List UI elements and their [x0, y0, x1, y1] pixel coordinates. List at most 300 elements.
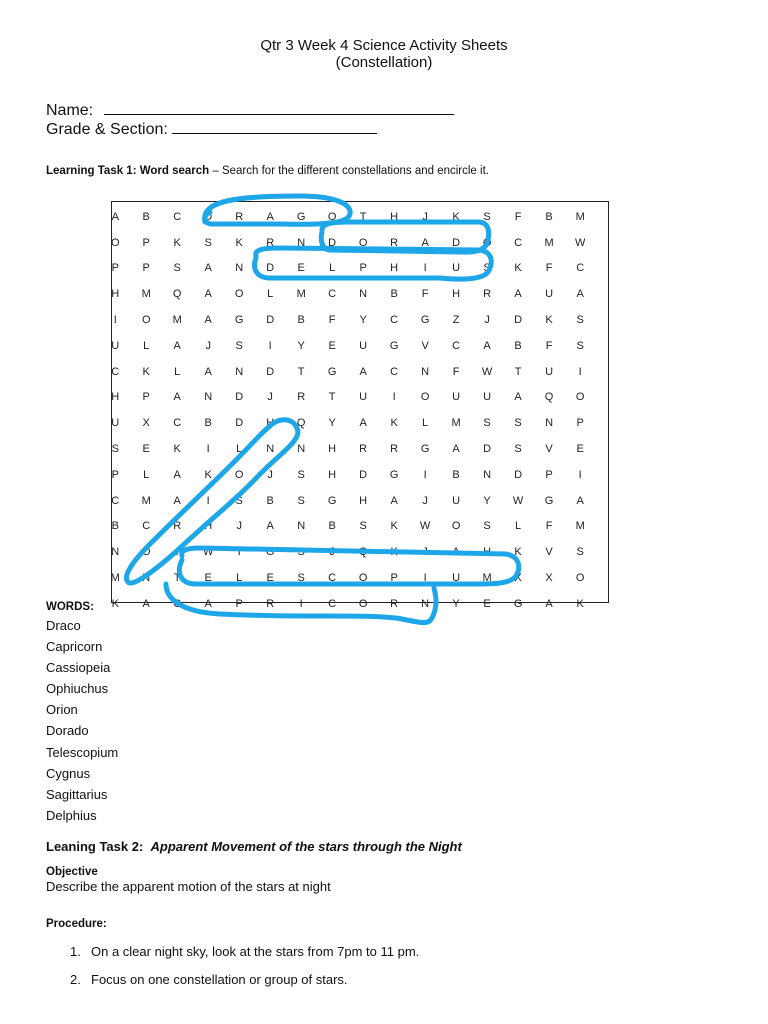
grade-section-blank[interactable]	[172, 119, 377, 134]
grid-cell: V	[545, 443, 554, 456]
grid-cell: N	[235, 365, 244, 378]
grid-cell: N	[421, 597, 430, 610]
grid-cell: S	[483, 262, 492, 275]
grid-cell: S	[235, 339, 244, 352]
grid-cell: H	[111, 288, 120, 301]
grid-cell: K	[545, 314, 554, 327]
grid-cell: I	[206, 494, 211, 507]
grid-cell: J	[422, 494, 429, 507]
grid-cell: Q	[358, 546, 368, 559]
grid-cell: U	[111, 339, 120, 352]
grid-cell: R	[390, 443, 399, 456]
grid-row	[100, 539, 596, 565]
procedure-heading: Procedure:	[46, 918, 107, 930]
grid-cell: U	[452, 391, 461, 404]
grid-row	[100, 514, 596, 540]
grid-cell: S	[576, 546, 585, 559]
grid-row	[100, 281, 596, 307]
grid-cell: O	[451, 520, 461, 533]
grid-cell: V	[421, 339, 430, 352]
word-item: Draco	[46, 618, 81, 633]
grid-cell: T	[328, 391, 337, 404]
task1-label: Learning Task 1: Word search	[46, 165, 210, 177]
grid-cell: T	[297, 365, 306, 378]
task1-instruction	[46, 165, 489, 177]
grid-row	[100, 436, 596, 462]
word-item: Sagittarius	[46, 786, 108, 802]
grid-cell: S	[576, 314, 585, 327]
grid-cell: N	[545, 417, 554, 430]
grid-cell: C	[111, 494, 120, 507]
grid-cell: X	[142, 417, 151, 430]
grid-cell: H	[483, 546, 492, 559]
grid-cell: J	[422, 546, 429, 559]
step-number: 1.	[70, 944, 81, 959]
grid-cell: A	[576, 494, 585, 507]
grade-section-label: Grade & Section:	[46, 121, 168, 138]
grid-cell: U	[359, 339, 368, 352]
grid-cell: K	[204, 468, 213, 481]
grid-cell: P	[235, 597, 244, 610]
grid-row	[100, 385, 596, 411]
grid-cell: H	[266, 417, 275, 430]
grid-cell: B	[514, 339, 523, 352]
grid-cell: H	[328, 443, 337, 456]
grid-cell: A	[173, 494, 182, 507]
grid-cell: E	[266, 572, 275, 585]
grid-cell: Y	[483, 494, 492, 507]
grid-cell: A	[204, 288, 213, 301]
grid-cell: G	[420, 443, 430, 456]
grid-cell: G	[234, 314, 244, 327]
name-blank[interactable]	[104, 100, 454, 115]
grid-cell: J	[267, 468, 274, 481]
grid-cell: F	[514, 210, 522, 223]
step-text: Focus on one constellation or group of stars.	[91, 972, 348, 987]
grid-cell: W	[419, 520, 431, 533]
grid-cell: H	[390, 210, 399, 223]
grid-cell: B	[545, 210, 554, 223]
grid-cell: G	[513, 597, 523, 610]
grid-cell: A	[545, 597, 554, 610]
grid-cell: K	[514, 546, 523, 559]
grid-cell: I	[113, 314, 118, 327]
grid-cell: U	[359, 391, 368, 404]
grid-row	[100, 488, 596, 514]
grid-cell: T	[235, 546, 244, 559]
grid-cell: U	[452, 494, 461, 507]
grid-cell: Y	[452, 597, 461, 610]
grid-cell: G	[327, 365, 337, 378]
page-title: Qtr 3 Week 4 Science Activity Sheets	[260, 37, 508, 54]
grid-cell: M	[141, 288, 152, 301]
grid-cell: O	[482, 236, 492, 249]
word-item: Cygnus	[46, 765, 91, 781]
grid-cell: O	[234, 468, 244, 481]
grid-cell: K	[514, 262, 523, 275]
grid-cell: P	[142, 236, 151, 249]
grid-cell: D	[266, 314, 275, 327]
grid-row	[100, 591, 596, 617]
grid-cell: R	[483, 288, 492, 301]
grid-cell: A	[204, 262, 213, 275]
grid-cell: A	[359, 417, 368, 430]
grid-cell: S	[204, 236, 213, 249]
grid-cell: A	[173, 391, 182, 404]
step-text: On a clear night sky, look at the stars from 7pm to 11 pm.	[91, 944, 420, 959]
objective-heading: Objective	[46, 866, 98, 878]
grid-cell: A	[142, 597, 151, 610]
grid-cell: C	[328, 597, 337, 610]
grid-cell: M	[141, 494, 152, 507]
grid-cell: A	[452, 443, 461, 456]
grid-cell: B	[452, 468, 461, 481]
word-item: Telescopium	[46, 744, 119, 760]
grid-cell: N	[142, 572, 151, 585]
grid-cell: U	[452, 262, 461, 275]
grid-cell: K	[235, 236, 244, 249]
grid-cell: O	[110, 236, 121, 249]
grid-cell: R	[235, 210, 244, 223]
grid-cell: W	[512, 494, 524, 507]
grid-cell: Y	[328, 417, 337, 430]
grid-cell: S	[514, 417, 523, 430]
grid-cell: P	[390, 572, 399, 585]
grid-cell: B	[266, 494, 275, 507]
grid-cell: I	[175, 546, 180, 559]
grid-cell: J	[236, 520, 243, 533]
grid-cell: C	[390, 314, 399, 327]
grid-cell: I	[423, 262, 428, 275]
grid-cell: U	[483, 391, 492, 404]
grid-cell: O	[141, 546, 151, 559]
grid-cell: D	[235, 417, 244, 430]
grid-cell: E	[297, 262, 306, 275]
grid-cell: U	[452, 572, 461, 585]
grid-cell: G	[265, 546, 275, 559]
grid-cell: W	[574, 236, 586, 249]
grid-cell: D	[328, 236, 337, 249]
grid-cell: S	[235, 494, 244, 507]
grid-cell: L	[515, 520, 522, 533]
grid-cell: C	[328, 572, 337, 585]
grid-cell: B	[204, 417, 213, 430]
grid-cell: L	[236, 572, 243, 585]
grid-cell: L	[143, 339, 150, 352]
grid-cell: K	[390, 417, 399, 430]
name-field[interactable]	[46, 100, 454, 120]
grid-cell: O	[141, 314, 151, 327]
grid-cell: A	[359, 365, 368, 378]
grid-cell: N	[483, 468, 492, 481]
grid-cell: C	[452, 339, 461, 352]
grid-cell: S	[111, 443, 120, 456]
grid-cell: R	[390, 236, 399, 249]
grid-cell: E	[483, 597, 492, 610]
grid-cell: H	[359, 494, 368, 507]
word-item: Orion	[46, 702, 78, 718]
grid-cell: A	[204, 597, 213, 610]
grid-cell: C	[173, 597, 182, 610]
grid-cell: G	[327, 494, 337, 507]
grid-cell: O	[575, 572, 585, 585]
grid-cell: J	[267, 391, 274, 404]
grid-cell: I	[206, 443, 211, 456]
grid-cell: M	[544, 236, 555, 249]
grid-row	[100, 307, 596, 333]
grid-cell: P	[545, 468, 554, 481]
grid-cell: A	[266, 520, 275, 533]
grid-cell: A	[390, 494, 399, 507]
grid-cell: S	[297, 494, 306, 507]
grid-cell: U	[111, 417, 120, 430]
grid-cell: M	[575, 520, 586, 533]
grid-cell: S	[576, 339, 585, 352]
grid-cell: R	[173, 520, 182, 533]
grid-cell: Q	[544, 391, 554, 404]
grid-cell: B	[111, 520, 120, 533]
grid-cell: J	[205, 339, 212, 352]
word-item: Dorado	[46, 723, 89, 739]
grid-cell: A	[452, 546, 461, 559]
grid-cell: A	[173, 468, 182, 481]
grid-cell: G	[544, 494, 554, 507]
grid-cell: D	[266, 262, 275, 275]
grid-cell: N	[266, 443, 275, 456]
procedure-steps	[70, 944, 419, 1000]
grid-cell: A	[421, 236, 430, 249]
grid-row	[100, 333, 596, 359]
step-number: 2.	[70, 972, 81, 987]
grid-cell: A	[514, 391, 523, 404]
grid-cell: J	[484, 314, 491, 327]
page-subtitle: (Constellation)	[335, 54, 433, 71]
grid-cell: U	[545, 365, 554, 378]
grid-cell: Q	[296, 417, 306, 430]
grid-cell: G	[420, 314, 430, 327]
grid-cell: A	[266, 210, 275, 223]
grid-cell: F	[452, 365, 460, 378]
grid-cell: I	[299, 597, 304, 610]
grid-cell: O	[234, 288, 244, 301]
grid-cell: D	[266, 365, 275, 378]
grid-row	[100, 204, 596, 230]
grid-cell: K	[111, 597, 120, 610]
word-item: Capricorn	[46, 639, 103, 655]
grid-cell: A	[514, 288, 523, 301]
grid-cell: F	[545, 520, 553, 533]
grid-cell: I	[423, 468, 428, 481]
grid-cell: A	[173, 339, 182, 352]
grid-cell: V	[545, 546, 554, 559]
procedure-step	[70, 944, 419, 972]
grid-cell: U	[545, 288, 554, 301]
grid-cell: R	[359, 443, 368, 456]
task2-title: Apparent Movement of the stars through the Night	[150, 839, 462, 854]
grid-cell: I	[392, 391, 397, 404]
grid-cell: S	[483, 520, 492, 533]
grid-cell: P	[142, 262, 151, 275]
grid-cell: S	[173, 262, 182, 275]
grid-cell: F	[545, 339, 553, 352]
grid-cell: C	[142, 520, 151, 533]
grid-row	[100, 230, 596, 256]
grid-cell: R	[297, 391, 306, 404]
task1-text: – Search for the different constellations and encircle it.	[209, 165, 489, 177]
grid-cell: C	[111, 365, 120, 378]
word-item: Cassiopeia	[46, 660, 111, 676]
grid-cell: S	[514, 443, 523, 456]
grid-cell: S	[297, 572, 306, 585]
grid-cell: C	[390, 365, 399, 378]
grade-section-field[interactable]	[46, 119, 377, 139]
name-label: Name:	[46, 102, 94, 119]
grid-cell: L	[143, 468, 150, 481]
grid-cell: S	[297, 468, 306, 481]
grid-cell: X	[545, 572, 554, 585]
word-item: Ophiuchus	[46, 681, 109, 697]
grid-cell: P	[142, 391, 151, 404]
grid-cell: N	[111, 546, 120, 559]
grid-cell: F	[545, 262, 553, 275]
grid-cell: S	[297, 546, 306, 559]
grid-cell: G	[389, 339, 399, 352]
word-search-grid	[110, 201, 609, 610]
grid-cell: H	[204, 520, 213, 533]
grid-cell: G	[389, 468, 399, 481]
grid-cell: W	[203, 546, 214, 559]
grid-cell: N	[359, 288, 368, 301]
grid-cell: E	[328, 339, 337, 352]
grid-cell: C	[576, 262, 585, 275]
grid-cell: K	[390, 520, 399, 533]
grid-cell: A	[483, 339, 492, 352]
grid-cell: T	[359, 210, 367, 223]
grid-cell: G	[296, 210, 306, 223]
grid-cell: R	[266, 597, 275, 610]
grid-cell: E	[576, 443, 585, 456]
grid-cell: J	[422, 210, 429, 223]
grid-cell: D	[452, 236, 461, 249]
grid-cell: I	[578, 365, 583, 378]
grid-cell: K	[576, 597, 585, 610]
grid-cell: X	[514, 572, 523, 585]
procedure-step	[70, 972, 419, 1000]
grid-cell: H	[452, 288, 461, 301]
grid-cell: S	[483, 417, 492, 430]
grid-cell: C	[514, 236, 523, 249]
grid-cell: N	[297, 236, 306, 249]
grid-cell: Z	[452, 314, 460, 327]
grid-row	[100, 410, 596, 436]
grid-cell: K	[452, 210, 461, 223]
objective-text: Describe the apparent motion of the stars at night	[46, 879, 331, 894]
task2-label: Leaning Task 2:	[46, 839, 144, 854]
grid-cell: B	[390, 288, 399, 301]
grid-cell: M	[172, 314, 183, 327]
grid-cell: M	[296, 288, 307, 301]
grid-cell: N	[235, 262, 244, 275]
grid-cell: B	[328, 520, 337, 533]
grid-cell: P	[576, 417, 585, 430]
grid-cell: F	[421, 288, 429, 301]
grid-cell: M	[482, 572, 493, 585]
grid-row	[100, 565, 596, 591]
grid-cell: N	[204, 391, 213, 404]
grid-cell: L	[329, 262, 336, 275]
grid-cell: H	[111, 391, 120, 404]
grid-cell: C	[328, 288, 337, 301]
grid-cell: A	[204, 314, 213, 327]
grid-cell: O	[358, 597, 368, 610]
grid-cell: K	[142, 365, 151, 378]
grid-cell: S	[483, 210, 492, 223]
grid-cell: M	[110, 572, 121, 585]
grid-cell: K	[173, 443, 182, 456]
grid-cell: N	[297, 520, 306, 533]
grid-row	[100, 462, 596, 488]
grid-cell: K	[173, 236, 182, 249]
grid-cell: H	[328, 468, 337, 481]
grid-row	[100, 359, 596, 385]
grid-cell: D	[514, 468, 523, 481]
grid-cell: R	[390, 597, 399, 610]
grid-cell: Y	[297, 339, 306, 352]
grid-cell: D	[514, 314, 523, 327]
grid-cell: N	[297, 443, 306, 456]
grid-cell: I	[423, 572, 428, 585]
task2-heading	[46, 839, 462, 854]
grid-cell: J	[329, 546, 336, 559]
grid-cell: M	[575, 210, 586, 223]
words-heading: WORDS:	[46, 601, 94, 613]
grid-cell: E	[204, 572, 213, 585]
grid-cell: T	[514, 365, 522, 378]
grid-cell: H	[390, 262, 399, 275]
grid-cell: Q	[172, 288, 182, 301]
grid-cell: Y	[359, 314, 368, 327]
grid-cell: C	[173, 210, 182, 223]
grid-cell: F	[328, 314, 337, 327]
grid-cell: K	[390, 546, 399, 559]
grid-cell: C	[173, 417, 182, 430]
grid-cell: E	[142, 443, 151, 456]
grid-cell: B	[297, 314, 306, 327]
grid-cell: D	[235, 391, 244, 404]
grid-cell: B	[142, 210, 151, 223]
grid-cell: O	[327, 210, 337, 223]
grid-cell: D	[483, 443, 492, 456]
grid-cell: M	[451, 417, 462, 430]
grid-cell: I	[578, 468, 583, 481]
grid-cell: O	[575, 391, 585, 404]
grid-cell: A	[111, 210, 120, 223]
grid-cell: W	[481, 365, 493, 378]
grid-cell: P	[111, 262, 120, 275]
grid-cell: D	[359, 468, 368, 481]
grid-cell: A	[204, 365, 213, 378]
words-list	[46, 615, 118, 826]
grid-cell: P	[111, 468, 120, 481]
grid-cell: A	[576, 288, 585, 301]
word-item: Delphius	[46, 807, 97, 823]
grid-cell: P	[359, 262, 368, 275]
grid-cell: O	[358, 572, 368, 585]
grid-cell: O	[420, 391, 430, 404]
grid-cell: L	[174, 365, 181, 378]
grid-cell: L	[422, 417, 429, 430]
grid-row	[100, 256, 596, 282]
